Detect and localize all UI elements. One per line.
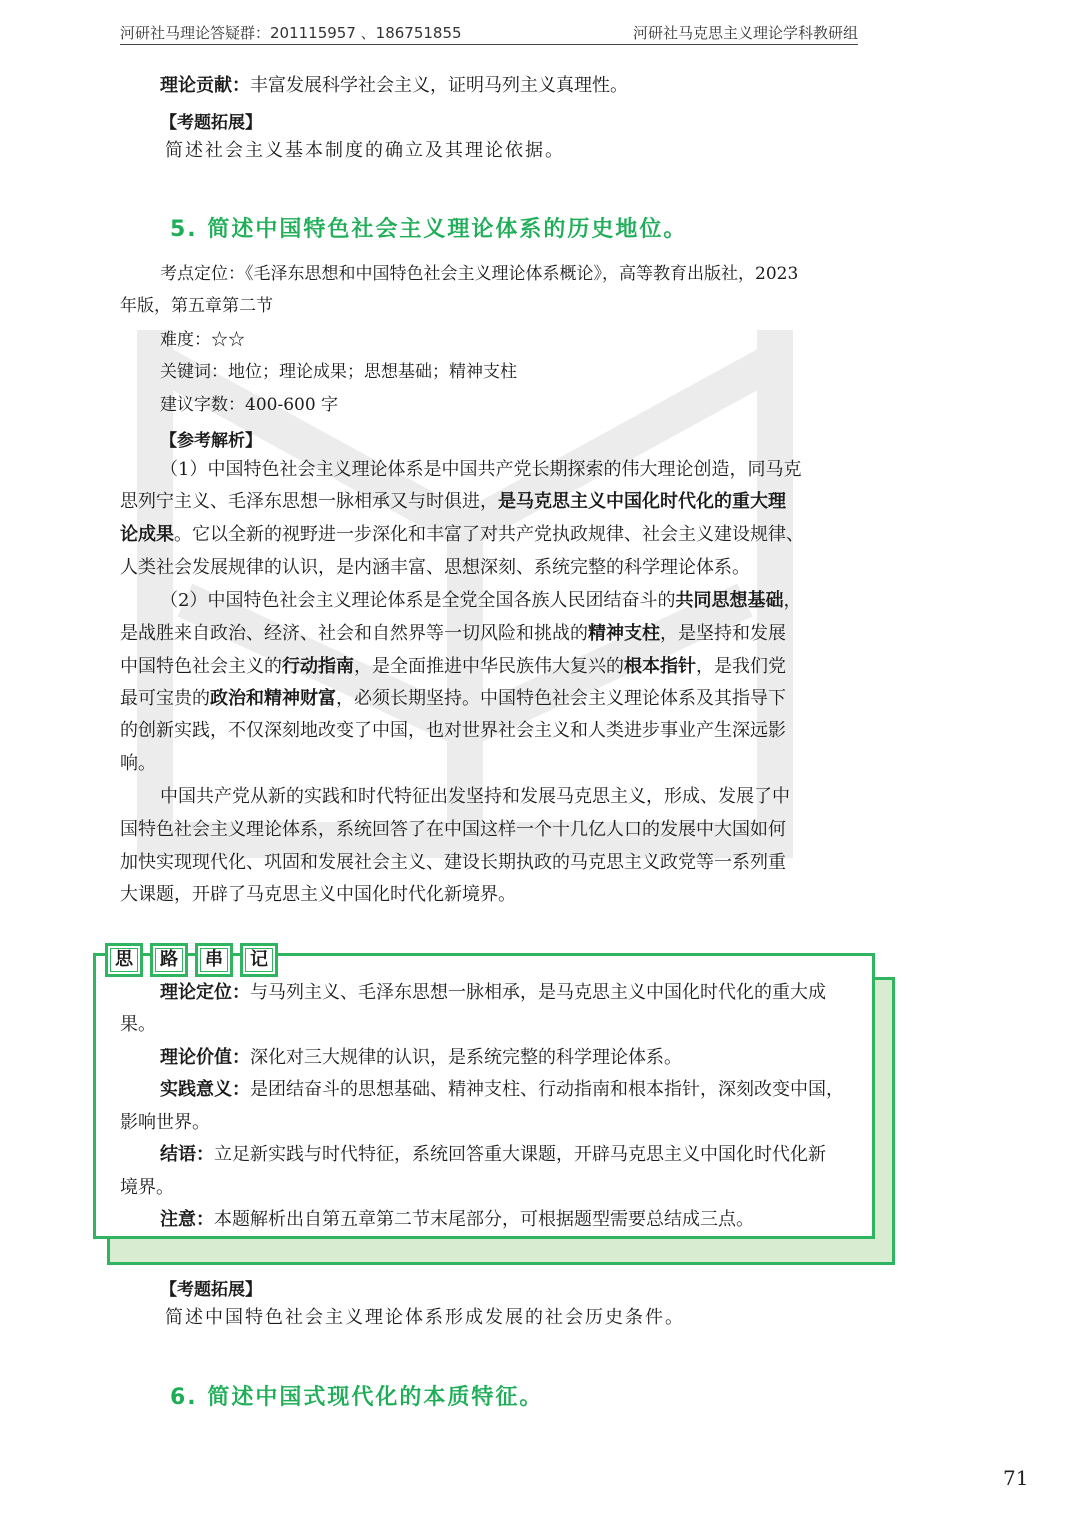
- theory-contribution: 理论贡献：丰富发展科学社会主义，证明马列主义真理性。: [160, 75, 628, 96]
- page-header: [120, 22, 858, 45]
- paragraph-2-line: 响。: [120, 753, 156, 774]
- paragraph-1-line: 思列宁主义、毛泽东思想一脉相承又与时俱进，是马克思主义中国化时代化的重大理: [120, 491, 786, 512]
- question-6-title: 6. 简述中国式现代化的本质特征。: [170, 1385, 544, 1410]
- header-qq-groups: 河研社马理论答疑群：201115957 、186751855: [120, 24, 462, 42]
- paragraph-1-line: 人类社会发展规律的认识，是内涵丰富、思想深刻、系统完整的科学理论体系。: [120, 557, 750, 578]
- reference-analysis-tag: 【参考解析】: [160, 431, 262, 451]
- summary-item-conclusion: 结语：立足新实践与时代特征，系统回答重大课题，开辟马克思主义中国化时代化新: [160, 1144, 826, 1165]
- summary-item-practice: 实践意义：是团结奋斗的思想基础、精神支柱、行动指南和根本指针，深刻改变中国，: [160, 1079, 844, 1100]
- question-5-title: 5. 简述中国特色社会主义理论体系的历史地位。: [170, 217, 688, 242]
- paragraph-3-line: 大课题，开辟了马克思主义中国化时代化新境界。: [120, 884, 516, 905]
- exam-extension-text: 简述中国特色社会主义理论体系形成发展的社会历史条件。: [165, 1307, 685, 1328]
- paragraph-2-line: 最可宝贵的政治和精神财富，必须长期坚持。中国特色社会主义理论体系及其指导下: [120, 688, 786, 709]
- paragraph-2-line: （2）中国特色社会主义理论体系是全党全国各族人民团结奋斗的共同思想基础，: [160, 590, 802, 611]
- exam-location-line1: 考点定位：《毛泽东思想和中国特色社会主义理论体系概论》，高等教育出版社，2023: [160, 264, 799, 284]
- exam-extension-tag: 【考题拓展】: [160, 113, 262, 133]
- keywords: 关键词：地位；理论成果；思想基础；精神支柱: [160, 362, 517, 382]
- paragraph-3-line: 国特色社会主义理论体系，系统回答了在中国这样一个十几亿人口的发展中大国如何: [120, 819, 786, 840]
- exam-location-line2: 年版，第五章第二节: [120, 296, 273, 316]
- summary-item-value: 理论价值：深化对三大规律的认识，是系统完整的科学理论体系。: [160, 1047, 682, 1068]
- exam-extension-tag: 【考题拓展】: [160, 1280, 262, 1300]
- summary-badge: 路: [150, 943, 188, 977]
- summary-item-positioning: 理论定位：与马列主义、毛泽东思想一脉相承，是马克思主义中国化时代化的重大成: [160, 982, 826, 1003]
- suggested-word-count: 建议字数：400-600 字: [160, 395, 339, 415]
- paragraph-1-line: （1）中国特色社会主义理论体系是中国共产党长期探索的伟大理论创造，同马克: [160, 459, 802, 480]
- paragraph-3-line: 加快实现现代化、巩固和发展社会主义、建设长期执政的马克思主义政党等一系列重: [120, 852, 786, 873]
- page-number: 71: [1003, 1466, 1029, 1490]
- summary-item-note: 注意：本题解析出自第五章第二节末尾部分，可根据题型需要总结成三点。: [160, 1209, 754, 1230]
- open-book-watermark-icon: [125, 300, 805, 860]
- summary-badge: 记: [240, 943, 278, 977]
- summary-badge: 思: [105, 943, 143, 977]
- summary-item-positioning-cont: 果。: [120, 1014, 156, 1035]
- paragraph-2-line: 是战胜来自政治、经济、社会和自然界等一切风险和挑战的精神支柱，是坚持和发展: [120, 623, 786, 644]
- summary-badge: 串: [195, 943, 233, 977]
- paragraph-3-line: 中国共产党从新的实践和时代特征出发坚持和发展马克思主义，形成、发展了中: [160, 786, 790, 807]
- summary-item-conclusion-cont: 境界。: [120, 1177, 174, 1198]
- paragraph-2-line: 的创新实践，不仅深刻地改变了中国，也对世界社会主义和人类进步事业产生深远影: [120, 720, 786, 741]
- summary-item-practice-cont: 影响世界。: [120, 1112, 210, 1133]
- paragraph-1-line: 论成果。它以全新的视野进一步深化和丰富了对共产党执政规律、社会主义建设规律、: [120, 524, 804, 545]
- difficulty-rating: 难度：☆☆: [160, 330, 245, 350]
- header-org-name: 河研社马克思主义理论学科教研组: [632, 24, 858, 42]
- exam-extension-text: 简述社会主义基本制度的确立及其理论依据。: [165, 140, 565, 161]
- paragraph-2-line: 中国特色社会主义的行动指南，是全面推进中华民族伟大复兴的根本指针，是我们党: [120, 656, 786, 677]
